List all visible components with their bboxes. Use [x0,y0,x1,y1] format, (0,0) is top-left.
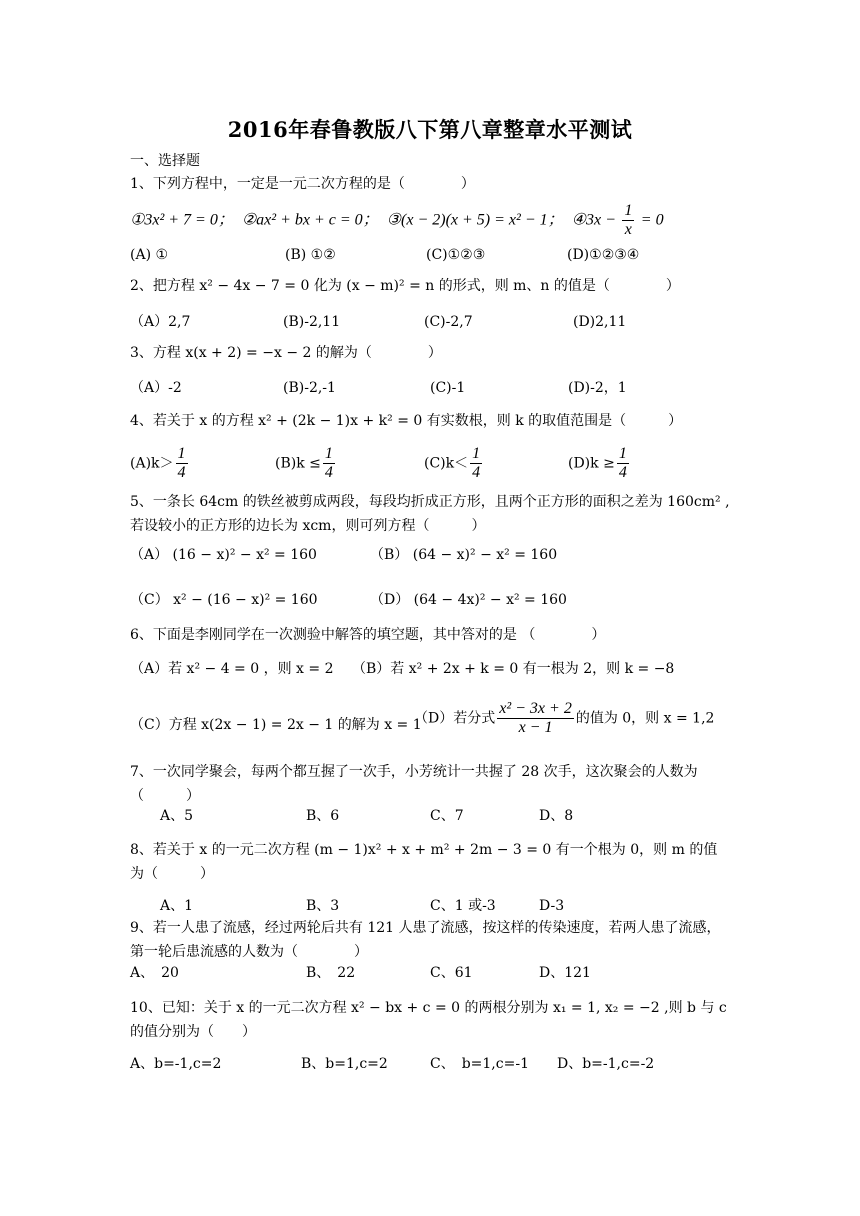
q10-option-b: B、b=1,c=2 [301,1056,388,1072]
q9-option-d: D、121 [539,965,591,981]
q10-option-d: D、b=-1,c=-2 [557,1056,655,1072]
q5-option-c: （C） x² − (16 − x)² = 160 [130,592,318,608]
q2-option-b: (B)-2,11 [283,314,341,330]
q6-option-d: （D）若分式 $\frac{\text{x² − 3x + 2}}{x - 1}$ 的值为 0，则 x = 1,2 [414,700,715,736]
q9-option-b: B、 22 [306,965,356,981]
q7-option-b: B、6 [306,808,340,824]
q1-stem: 1、下列方程中，一定是一元二次方程的是（ ） [130,176,475,192]
q3-option-b: (B)-2,-1 [283,380,336,396]
q1-option-a: (A) ① [130,247,169,263]
q10-option-c: C、 b=1,c=-1 [430,1056,529,1072]
q9-option-c: C、61 [430,965,473,981]
q10-stem: 10、已知：关于 x 的一元二次方程 x² − bx + c = 0 的两根分别为 x₁ = 1, x₂ = −2 ,则 b 与 c 的值分别为（ ） [130,1000,727,1040]
q2-option-c: (C)-2,7 [424,314,473,330]
q5-option-a: （A） (16 − x)² − x² = 160 [130,547,317,563]
q1-option-d: (D)①②③④ [567,247,640,263]
q4-option-b: (B)k ≤ $\frac{1}{4}$ [275,445,333,481]
q7-stem: 7、一次同学聚会，每两个都互握了一次手，小芳统计一共握了 28 次手，这次聚会的人数为（ ） [130,764,698,804]
q7-option-c: C、7 [430,808,464,824]
q1-option-c: (C)①②③ [426,247,486,263]
q8-option-a: A、1 [160,898,194,914]
q3-option-a: （A）-2 [130,380,182,396]
q4-option-d: (D)k ≥ $\frac{1}{4}$ [568,445,627,481]
q4-stem: 4、若关于 x 的方程 x² + (2k − 1)x + k² = 0 有实数根，则 k 的取值范围是（ ） [130,413,683,429]
q5-stem: 5、一条长 64cm 的铁丝被剪成两段，每段均折成正方形，且两个正方形的面积之差为 160cm² ,若设较小的正方形的边长为 xcm，则可列方程（ ） [130,494,730,534]
q6-option-a: （A）若 x² − 4 = 0 ，则 x = 2 [130,661,334,677]
q4-option-c: (C)k＜ $\frac{1}{4}$ [424,445,481,481]
q5-option-b: （B） (64 − x)² − x² = 160 [370,547,558,563]
q2-option-a: （A）2,7 [130,314,191,330]
q8-option-d: D-3 [539,898,565,914]
q10-option-a: A、b=-1,c=2 [130,1056,222,1072]
q7-option-a: A、5 [160,808,194,824]
q8-option-c: C、1 或-3 [430,898,496,914]
q3-option-d: (D)-2，1 [568,380,627,396]
q9-stem: 9、若一人患了流感，经过两轮后共有 121 人患了流感，按这样的传染速度，若两人患了流感，第一轮后患流感的人数为（ ） [130,920,721,960]
q1-items: ①3x² + 7 = 0； ②ax² + bx + c = 0； ③(x − 2)(x + 5) = x² − 1； ④3x − $\frac{1}{x}$ = 0 [130,202,664,238]
q3-stem: 3、方程 x(x + 2) = −x − 2 的解为（ ） [130,345,442,361]
q7-option-d: D、8 [539,808,574,824]
q2-stem: 2、把方程 x² − 4x − 7 = 0 化为 (x − m)² = n 的形式，则 m、n 的值是（ ） [130,278,680,294]
q6-option-c: （C）方程 x(2x − 1) = 2x − 1 的解为 x = 1 [130,717,422,733]
q8-option-b: B、3 [306,898,340,914]
q6-stem: 6、下面是李刚同学在一次测验中解答的填空题，其中答对的是 （ ） [130,627,606,643]
page-title: 2016年春鲁教版八下第八章整章水平测试 [227,117,633,142]
q8-stem: 8、若关于 x 的一元二次方程 (m − 1)x² + x + m² + 2m − 3 = 0 有一个根为 0，则 m 的值为（ ） [130,842,718,882]
section-heading: 一、选择题 [130,153,200,169]
q9-option-a: A、 20 [130,965,179,981]
q4-option-a: (A)k＞ $\frac{1}{4}$ [130,445,186,481]
q3-option-c: (C)-1 [430,380,466,396]
q1-option-b: (B) ①② [285,247,336,263]
q5-option-d: （D） (64 − 4x)² − x² = 160 [370,592,567,608]
q6-option-b: （B）若 x² + 2x + k = 0 有一根为 2，则 k = −8 [352,661,675,677]
q2-option-d: (D)2,11 [573,314,627,330]
